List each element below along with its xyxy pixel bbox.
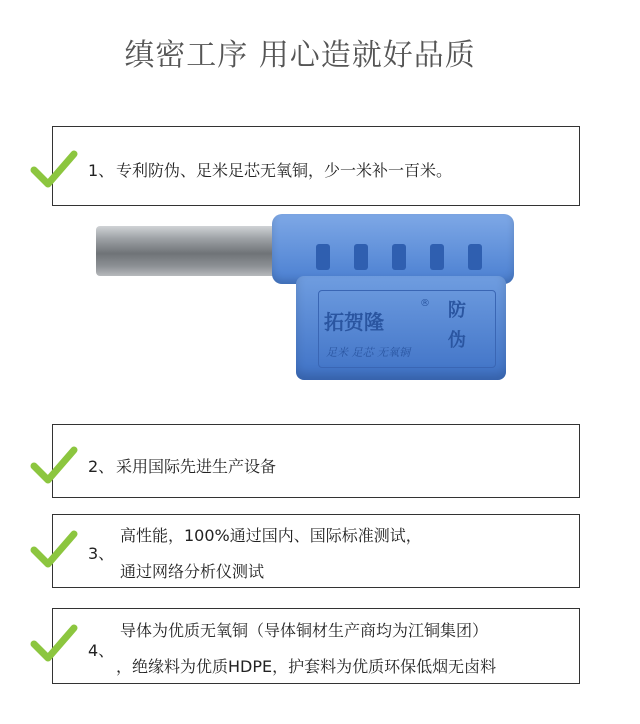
feature-text-4b: ，绝缘料为优质HDPE，护套料为优质环保低烟无卤料 [116,657,497,676]
feature-text-2: 采用国际先进生产设备 [116,457,277,476]
cable-image [96,226,286,276]
checkmark-icon [30,150,78,190]
feature-text-3a: 高性能，100%通过国内、国际标准测试， [120,526,422,545]
feature-number-2: 2、 [88,457,115,476]
connector-image [272,214,514,284]
page-headline: 缜密工序 用心造就好品质 [124,38,476,73]
feature-number-1: 1、 [88,161,115,180]
anti-fake-label-1: 防 [448,300,466,321]
feature-number-4: 4、 [88,641,115,660]
checkmark-icon [30,446,78,486]
registered-mark: ® [420,298,430,309]
connector-slogan: 足米 足芯 无氧铜 [326,346,410,359]
brand-logo: 拓贺隆 [324,310,384,334]
feature-text-3b: 通过网络分析仪测试 [120,562,265,581]
feature-text-1: 专利防伪、足米足芯无氧铜，少一米补一百米。 [116,161,453,180]
checkmark-icon [30,624,78,664]
anti-fake-label-2: 伪 [448,330,466,351]
feature-text-4a: 导体为优质无氧铜（导体铜材生产商均为江铜集团） [120,621,489,640]
feature-number-3: 3、 [88,544,115,563]
checkmark-icon [30,530,78,570]
